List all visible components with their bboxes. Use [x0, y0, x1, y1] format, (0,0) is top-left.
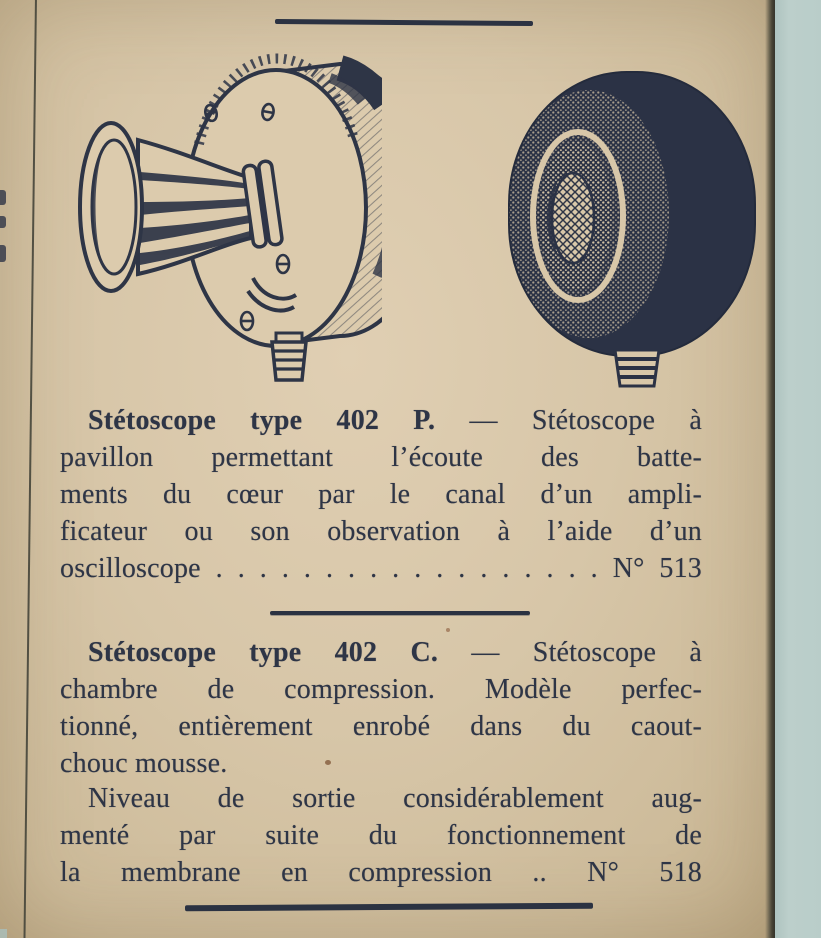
section-402P: [60, 402, 702, 587]
line-text: — Stétoscope à: [435, 405, 702, 436]
section-402C: [60, 634, 702, 782]
scanner-backdrop-corner: [0, 929, 7, 938]
line-text: — Stétoscope à: [438, 637, 702, 668]
catalog-text-line: [60, 402, 702, 439]
section-divider-rule: [270, 611, 530, 615]
line-text: Niveau de sortie considérablement aug-: [88, 783, 702, 814]
scanner-backdrop: [775, 0, 821, 938]
line-text: la membrane en compression .. N° 518: [60, 857, 702, 888]
catalog-reference-line: [60, 854, 702, 891]
spine-ink-mark: [0, 245, 6, 262]
spine-ink-mark: [0, 216, 6, 228]
product-name: Stétoscope type 402 P.: [88, 405, 436, 436]
line-text: ficateur ou son observation à l’aide d’un: [60, 516, 702, 547]
product-name: Stétoscope type 402 C.: [88, 637, 439, 668]
line-text: menté par suite du fonctionnement de: [60, 820, 702, 851]
line-text: chouc mousse.: [60, 748, 228, 779]
catalog-text-line: [60, 439, 702, 476]
line-text: pavillon permettant l’écoute des batte-: [60, 442, 702, 473]
paper-speck: [446, 628, 450, 632]
catalog-text-line: [60, 476, 702, 513]
catalog-text-line: [60, 745, 702, 782]
catalog-text-line: [60, 513, 702, 550]
line-text: tionné, entièrement enrobé dans du caout-: [60, 711, 702, 742]
line-text: chambre de compression. Modèle perfec-: [60, 674, 702, 705]
catalog-text-line: [60, 780, 702, 817]
stethoscope-402P-horn-illustration: [48, 52, 382, 396]
line-text: oscilloscope . . . . . . . . . . . . . . . . . . N° 513: [60, 553, 702, 584]
catalog-reference-line: [60, 550, 702, 587]
spine-ink-mark: [0, 190, 6, 205]
stethoscope-402C-compression-illustration: [487, 56, 777, 396]
section-402C-note: [60, 780, 702, 891]
catalog-text-line: [60, 634, 702, 671]
catalog-text-line: [60, 708, 702, 745]
paper-speck: [325, 760, 331, 765]
line-text: ments du cœur par le canal d’un ampli-: [60, 479, 702, 510]
catalog-text-line: [60, 817, 702, 854]
catalog-text-line: [60, 671, 702, 708]
